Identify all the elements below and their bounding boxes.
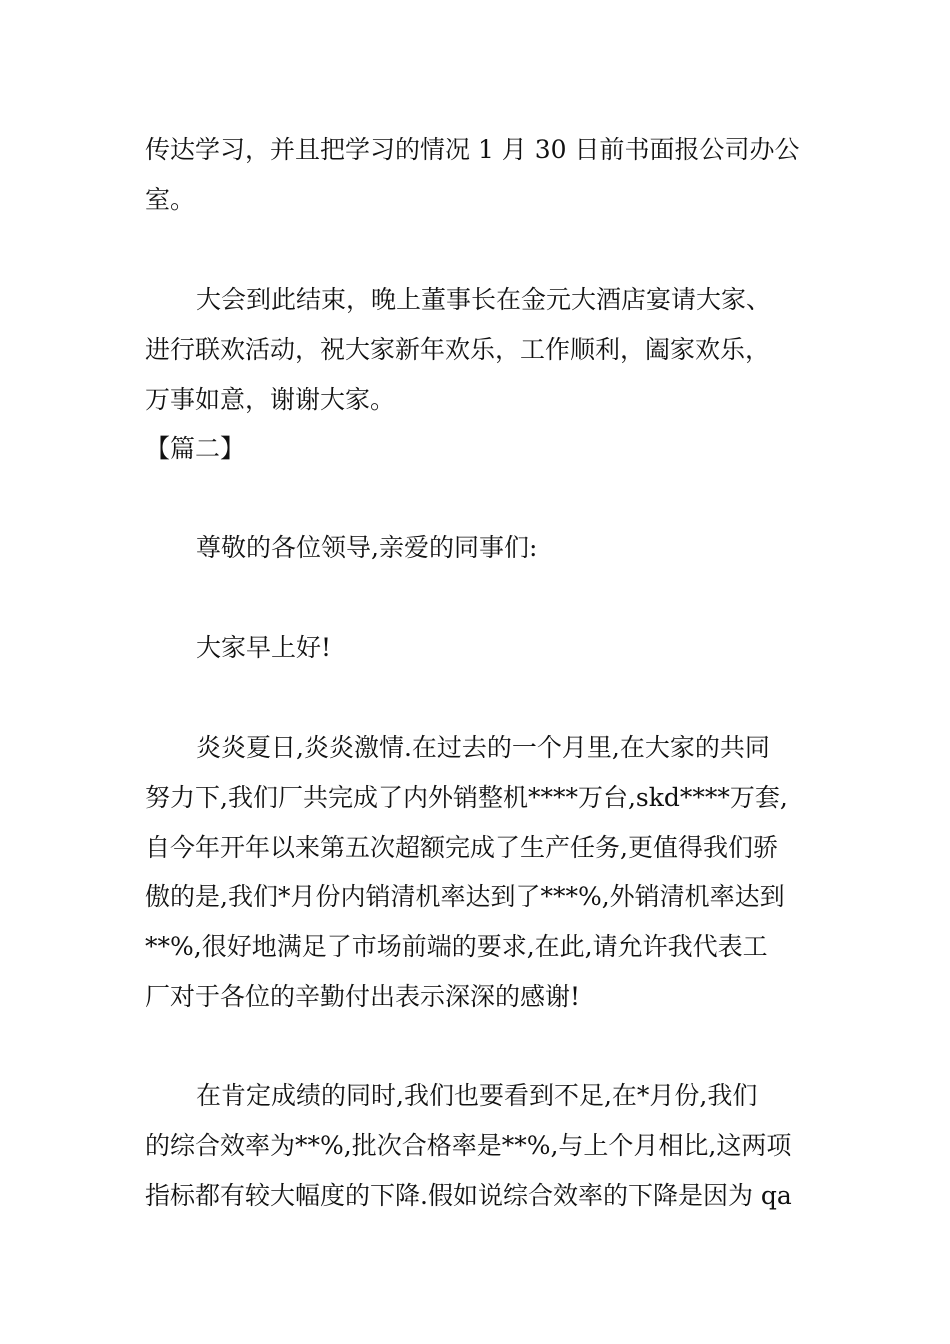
text-line: 大会到此结束，晚上董事长在金元大酒店宴请大家、 [196,285,772,314]
salutation: 尊敬的各位领导,亲爱的同事们: [196,533,538,562]
text-line: 努力下,我们厂共完成了内外销整机****万台,skd****万套, [145,783,788,812]
text-line: 厂对于各位的辛勤付出表示深深的感谢! [145,982,581,1011]
text-line: 的综合效率为**%,批次合格率是**%,与上个月相比,这两项 [145,1131,792,1160]
text-line: 室。 [145,185,196,214]
text-line: 自今年开年以来第五次超额完成了生产任务,更值得我们骄 [145,833,778,862]
text-line: 炎炎夏日,炎炎激情.在过去的一个月里,在大家的共同 [196,733,770,762]
section-heading: 【篇二】 [145,434,246,463]
text-line: 傲的是,我们*月份内销清机率达到了***%,外销清机率达到 [145,882,785,911]
text-line: 进行联欢活动，祝大家新年欢乐，工作顺利，阖家欢乐， [145,335,771,364]
text-line: 万事如意，谢谢大家。 [145,385,396,414]
text-line: 指标都有较大幅度的下降.假如说综合效率的下降是因为 qa [145,1181,792,1210]
text-line: 在肯定成绩的同时,我们也要看到不足,在*月份,我们 [196,1081,758,1110]
greeting: 大家早上好! [196,633,332,662]
text-line: **%,很好地满足了市场前端的要求,在此,请允许我代表工 [145,932,768,961]
text-line: 传达学习，并且把学习的情况 1 月 30 日前书面报公司办公 [145,135,800,164]
